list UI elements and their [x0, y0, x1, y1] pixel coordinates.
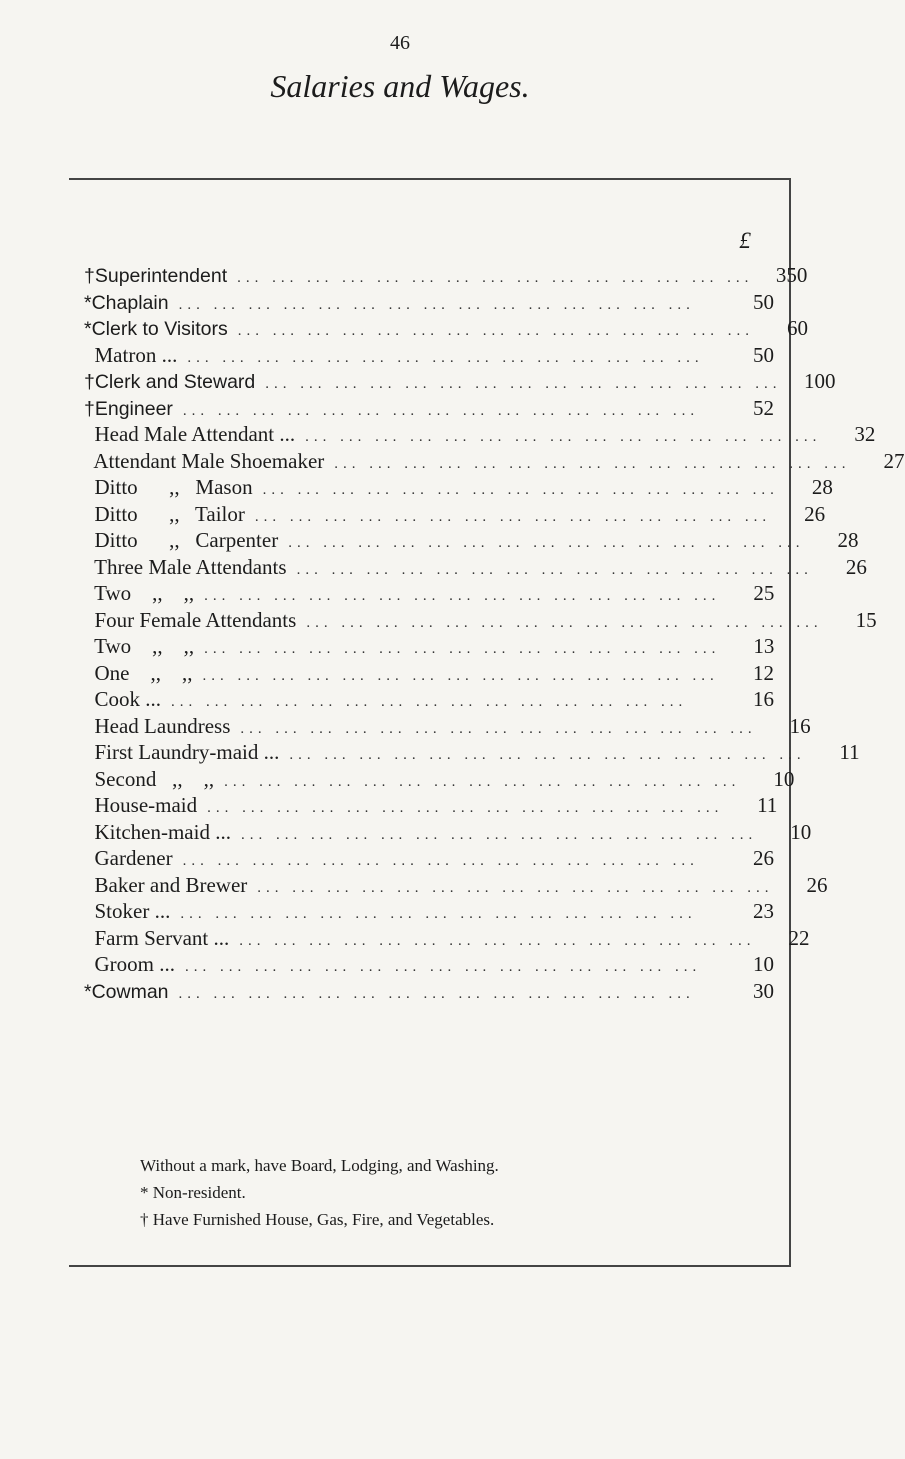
- position-label: Matron ...: [84, 342, 178, 367]
- footnote-board: Without a mark, have Board, Lodging, and Washing.: [140, 1156, 499, 1175]
- amount-value: 10: [790, 819, 812, 844]
- table-row: [84, 342, 774, 369]
- position-label: Baker and Brewer: [84, 872, 248, 897]
- leader-dots: ... ... ... ... ... ... ... ... ... ... ... ... ... ... ...: [289, 747, 806, 763]
- amount-value: 10: [753, 952, 774, 976]
- position-label: Head Male Attendant ...: [84, 422, 296, 446]
- table-row: [84, 978, 774, 1005]
- leader-dots: ... ... ... ... ... ... ... ... ... ... ... ... ... ... ...: [171, 694, 688, 710]
- table-row: [84, 580, 774, 607]
- amount-value: 26: [806, 872, 828, 897]
- position-label: Ditto ,, Carpenter: [84, 528, 279, 552]
- leader-dots: ... ... ... ... ... ... ... ... ... ... ... ... ... ... ...: [262, 482, 779, 498]
- position-label: Stoker ...: [84, 899, 171, 923]
- position-label: *Cowman: [84, 980, 169, 1003]
- table-row: [84, 686, 774, 713]
- amount-value: 100: [804, 369, 836, 393]
- leader-dots: ... ... ... ... ... ... ... ... ... ... ... ... ... ... ...: [240, 826, 758, 843]
- amount-value: 13: [753, 634, 775, 658]
- position-label: Second ,, ,,: [84, 766, 215, 791]
- table-row: [84, 925, 810, 952]
- amount-value: 50: [753, 342, 774, 367]
- position-label: Groom ...: [84, 952, 175, 976]
- amount-value: 10: [773, 766, 795, 791]
- amount-value: 12: [753, 660, 774, 685]
- leader-dots: ... ... ... ... ... ... ... ... ... ... ... ... ... ... ...: [305, 429, 822, 445]
- leader-dots: ... ... ... ... ... ... ... ... ... ... ... ... ... ... ...: [204, 641, 721, 657]
- table-row: [84, 421, 876, 448]
- position-label: Four Female Attendants: [84, 607, 297, 632]
- leader-dots: ... ... ... ... ... ... ... ... ... ... ... ... ... ... ...: [224, 773, 741, 790]
- amount-value: 32: [854, 422, 876, 446]
- table-row: [84, 527, 859, 554]
- amount-value: 16: [753, 687, 774, 711]
- position-label: Head Laundress: [84, 713, 231, 738]
- table-row: [84, 554, 867, 581]
- leader-dots: ... ... ... ... ... ... ... ... ... ... ... ... ... ... ...: [237, 323, 755, 339]
- leader-dots: ... ... ... ... ... ... ... ... ... ... ... ... ... ... ...: [334, 455, 851, 472]
- position-label: †Superintendent: [84, 265, 228, 287]
- table-row: [84, 766, 795, 793]
- table-row: [84, 739, 860, 766]
- table-row: [84, 792, 778, 819]
- leader-dots: ... ... ... ... ... ... ... ... ... ... ... ... ... ... ...: [296, 561, 813, 578]
- position-label: *Chaplain: [84, 291, 169, 314]
- position-label: Attendant Male Shoemaker: [84, 448, 325, 473]
- table-row: [84, 898, 774, 925]
- amount-value: 22: [788, 925, 810, 950]
- position-label: Ditto ,, Mason: [84, 475, 253, 499]
- table-row: [84, 395, 774, 422]
- leader-dots: ... ... ... ... ... ... ... ... ... ... ... ... ... ... ...: [288, 535, 805, 551]
- amount-value: 27: [883, 448, 905, 473]
- table-row: [84, 845, 774, 872]
- leader-dots: ... ... ... ... ... ... ... ... ... ... ... ... ... ... ...: [257, 879, 774, 896]
- salary-list: [84, 262, 905, 1004]
- amount-value: 50: [753, 289, 774, 314]
- table-row: [84, 713, 811, 740]
- page-title: Salaries and Wages.: [270, 68, 530, 104]
- table-row: [84, 607, 877, 634]
- table-row: [84, 819, 812, 846]
- amount-value: 26: [845, 554, 867, 579]
- table-row: [84, 262, 808, 289]
- table-row: [84, 474, 833, 501]
- footnote-non-resident: * Non-resident.: [140, 1183, 246, 1202]
- table-row: [84, 633, 774, 660]
- leader-dots: ... ... ... ... ... ... ... ... ... ... ... ... ... ... ...: [240, 720, 757, 737]
- position-label: Farm Servant ...: [84, 925, 230, 950]
- page-number: 46: [390, 32, 410, 54]
- leader-dots: ... ... ... ... ... ... ... ... ... ... ... ... ... ... ...: [237, 270, 754, 286]
- position-label: First Laundry-maid ...: [84, 740, 280, 764]
- leader-dots: ... ... ... ... ... ... ... ... ... ... ... ... ... ... ...: [254, 508, 772, 525]
- leader-dots: ... ... ... ... ... ... ... ... ... ... ... ... ... ... ...: [306, 614, 823, 631]
- footnote-furnished-house: † Have Furnished House, Gas, Fire, and Vegetables.: [140, 1210, 495, 1229]
- position-label: Gardener: [84, 846, 173, 870]
- table-row: [84, 448, 905, 475]
- amount-value: 16: [789, 713, 811, 738]
- table-row: [84, 951, 774, 978]
- position-label: †Clerk and Steward: [84, 371, 256, 393]
- table-row: [84, 289, 774, 316]
- amount-value: 28: [811, 475, 833, 499]
- table-row: [84, 872, 828, 899]
- amount-value: 25: [753, 581, 775, 605]
- position-label: House-maid: [84, 793, 198, 817]
- amount-value: 23: [753, 899, 774, 923]
- position-label: One ,, ,,: [84, 660, 193, 685]
- table-row: [84, 315, 809, 342]
- footnotes: [140, 1152, 740, 1233]
- leader-dots: ... ... ... ... ... ... ... ... ... ... ... ... ... ... ...: [178, 985, 695, 1002]
- leader-dots: ... ... ... ... ... ... ... ... ... ... ... ... ... ... ...: [265, 376, 782, 392]
- position-label: Kitchen-maid ...: [84, 819, 231, 844]
- leader-dots: ... ... ... ... ... ... ... ... ... ... ... ... ... ... ...: [204, 588, 721, 604]
- table-row: [84, 368, 836, 395]
- amount-value: 26: [804, 501, 826, 526]
- position-label: *Clerk to Visitors: [84, 318, 228, 340]
- amount-value: 26: [753, 846, 774, 870]
- amount-value: 11: [757, 793, 778, 817]
- position-label: Cook ...: [84, 687, 162, 711]
- table-row: [84, 501, 826, 528]
- leader-dots: ... ... ... ... ... ... ... ... ... ... ... ... ... ... ...: [187, 349, 704, 366]
- position-label: Two ,, ,,: [84, 581, 195, 605]
- position-label: Three Male Attendants: [84, 554, 287, 579]
- leader-dots: ... ... ... ... ... ... ... ... ... ... ... ... ... ... ...: [185, 959, 702, 975]
- leader-dots: ... ... ... ... ... ... ... ... ... ... ... ... ... ... ...: [182, 853, 699, 869]
- leader-dots: ... ... ... ... ... ... ... ... ... ... ... ... ... ... ...: [182, 402, 700, 419]
- position-label: Ditto ,, Tailor: [84, 501, 245, 526]
- amount-value: 60: [787, 316, 809, 340]
- position-label: Two ,, ,,: [84, 634, 195, 658]
- table-row: [84, 660, 774, 687]
- leader-dots: ... ... ... ... ... ... ... ... ... ... ... ... ... ... ...: [178, 296, 695, 313]
- leader-dots: ... ... ... ... ... ... ... ... ... ... ... ... ... ... ...: [239, 932, 756, 949]
- amount-value: 30: [753, 978, 774, 1003]
- leader-dots: ... ... ... ... ... ... ... ... ... ... ... ... ... ... ...: [202, 667, 719, 684]
- leader-dots: ... ... ... ... ... ... ... ... ... ... ... ... ... ... ...: [207, 800, 724, 816]
- position-label: †Engineer: [84, 397, 173, 420]
- amount-value: 11: [839, 740, 860, 764]
- leader-dots: ... ... ... ... ... ... ... ... ... ... ... ... ... ... ...: [180, 906, 697, 922]
- amount-value: 28: [837, 528, 859, 552]
- amount-value: 15: [855, 607, 877, 632]
- currency-header: £: [739, 228, 751, 253]
- amount-value: 350: [775, 263, 808, 287]
- amount-value: 52: [753, 395, 774, 420]
